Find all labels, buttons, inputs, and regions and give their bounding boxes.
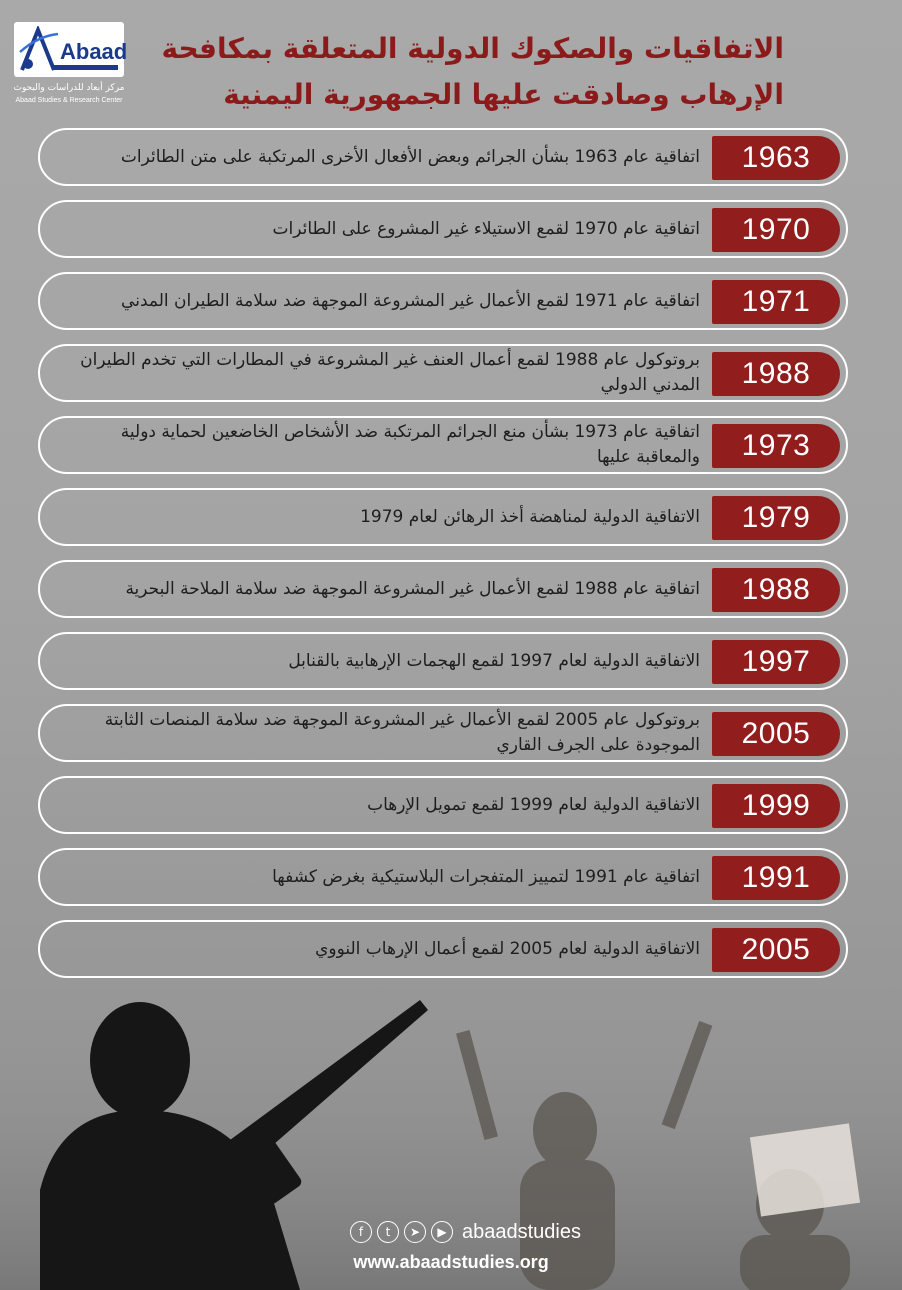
convention-text: الاتفاقية الدولية لعام 1997 لقمع الهجمات الإرهابية بالقنابل <box>288 650 700 671</box>
convention-text: اتفاقية عام 1971 لقمع الأعمال غير المشروعة الموجهة ضد سلامة الطيران المدني <box>121 290 700 311</box>
social-handle[interactable]: abaadstudies <box>462 1220 581 1243</box>
year-badge: 1997 <box>712 640 840 684</box>
convention-text: الاتفاقية الدولية لعام 1999 لقمع تمويل الإرهاب <box>367 794 700 815</box>
year-badge: 2005 <box>712 712 840 756</box>
convention-text: بروتوكول عام 1988 لقمع أعمال العنف غير المشروعة في المطارات التي تخدم الطيران المدني الدولي <box>80 350 700 395</box>
convention-row <box>38 920 848 978</box>
convention-row <box>38 704 848 762</box>
year-badge: 2005 <box>712 928 840 972</box>
year-badge: 1988 <box>712 352 840 396</box>
convention-row <box>38 848 848 906</box>
convention-text: الاتفاقية الدولية لعام 2005 لقمع أعمال الإرهاب النووي <box>315 938 700 959</box>
year-badge: 1999 <box>712 784 840 828</box>
youtube-icon[interactable]: ▶ <box>431 1221 453 1243</box>
telegram-icon[interactable]: ➤ <box>404 1221 426 1243</box>
convention-row <box>38 416 848 474</box>
convention-text: اتفاقية عام 1991 لتمييز المتفجرات البلاستيكية بغرض كشفها <box>272 866 700 887</box>
year-badge: 1970 <box>712 208 840 252</box>
social-links <box>350 1218 581 1246</box>
convention-text: اتفاقية عام 1988 لقمع الأعمال غير المشروعة الموجهة ضد سلامة الملاحة البحرية <box>125 578 700 599</box>
convention-text: اتفاقية عام 1963 بشأن الجرائم وبعض الأفعال الأخرى المرتكبة على متن الطائرات <box>120 146 700 167</box>
convention-text: اتفاقية عام 1973 بشأن منع الجرائم المرتكبة ضد الأشخاص الخاضعين لحماية دولية والمعاقبة عليها <box>120 422 700 467</box>
convention-row <box>38 344 848 402</box>
protest-sign <box>750 1123 860 1216</box>
convention-row <box>38 272 848 330</box>
convention-row <box>38 200 848 258</box>
year-badge: 1991 <box>712 856 840 900</box>
year-badge: 1988 <box>712 568 840 612</box>
logo-tagline-arabic: مركز أبعاد للدراسات والبحوث <box>13 83 125 93</box>
website-link[interactable]: www.abaadstudies.org <box>353 1252 549 1272</box>
logo-text: Abaad <box>60 39 128 64</box>
twitter-icon[interactable]: t <box>377 1221 399 1243</box>
convention-row <box>38 632 848 690</box>
year-badge: 1973 <box>712 424 840 468</box>
convention-row <box>38 776 848 834</box>
year-badge: 1971 <box>712 280 840 324</box>
convention-row <box>38 128 848 186</box>
year-badge: 1979 <box>712 496 840 540</box>
logo-tagline-english: Abaad Studies & Research Center <box>15 97 123 104</box>
year-badge: 1963 <box>712 136 840 180</box>
page-title-line-2: الإرهاب وصادقت عليها الجمهورية اليمنية <box>223 78 784 111</box>
convention-row <box>38 560 848 618</box>
convention-text: اتفاقية عام 1970 لقمع الاستيلاء غير المشروع على الطائرات <box>272 218 700 239</box>
facebook-icon[interactable]: f <box>350 1221 372 1243</box>
convention-row <box>38 488 848 546</box>
convention-text: بروتوكول عام 2005 لقمع الأعمال غير المشروعة الموجهة ضد سلامة المنصات الثابتة الموجودة على الجرف القاري <box>104 710 700 755</box>
page-title-line-1: الاتفاقيات والصكوك الدولية المتعلقة بمكافحة <box>161 32 784 65</box>
convention-text: الاتفاقية الدولية لمناهضة أخذ الرهائن لعام 1979 <box>360 506 700 527</box>
